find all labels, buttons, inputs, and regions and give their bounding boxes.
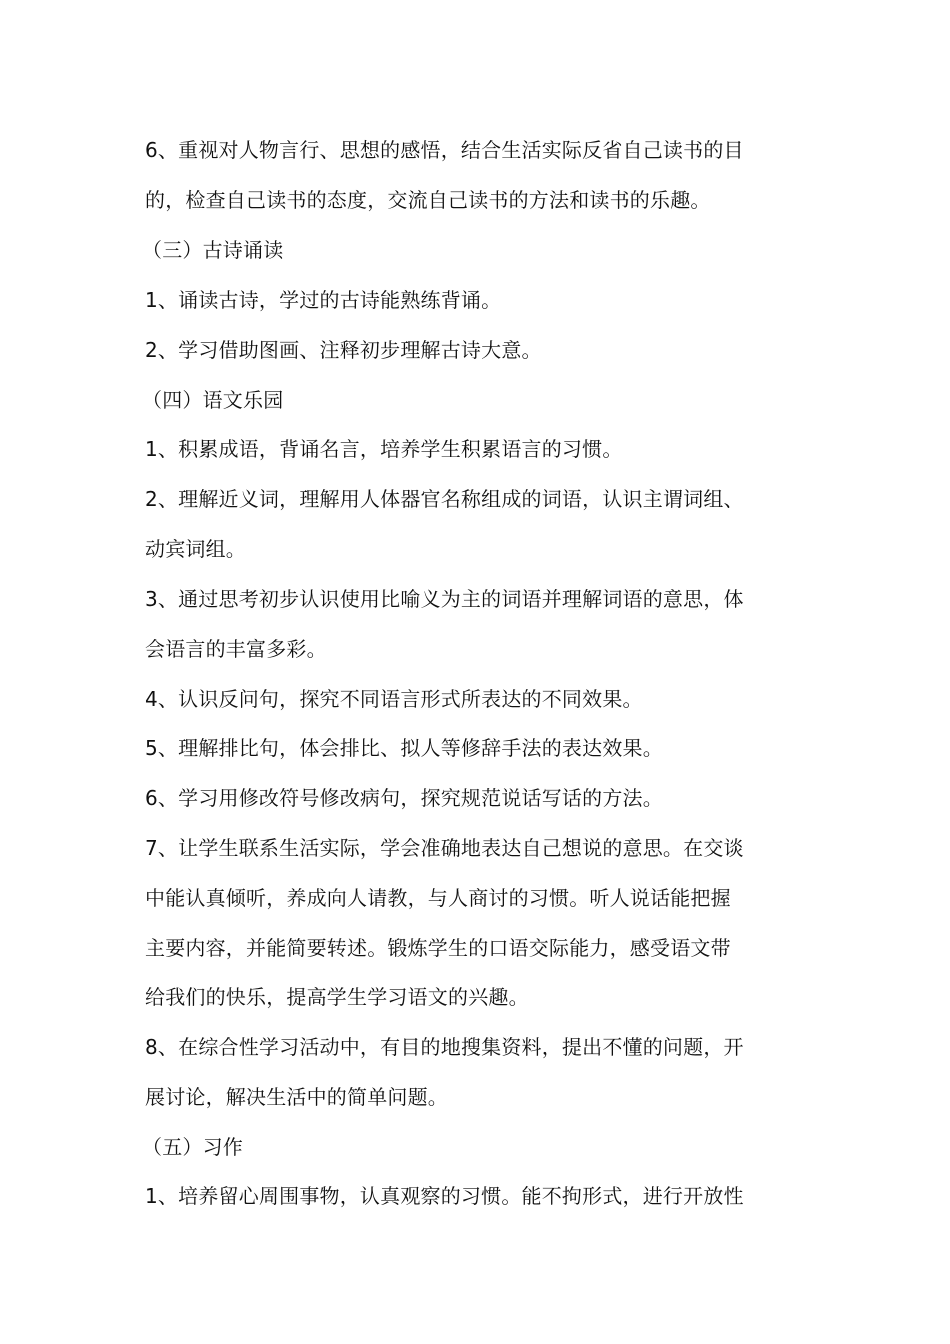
section-heading: （五）习作 xyxy=(142,1135,243,1159)
text-line: 6、学习用修改符号修改病句，探究规范说话写话的方法。 xyxy=(145,786,663,810)
text-line: 会语言的丰富多彩。 xyxy=(145,637,327,661)
text-line: 2、理解近义词，理解用人体器官名称组成的词语，认识主谓词组、 xyxy=(145,487,744,511)
text-line: 展讨论，解决生活中的简单问题。 xyxy=(145,1085,448,1109)
text-line: 2、学习借助图画、注释初步理解古诗大意。 xyxy=(145,338,542,362)
text-line: 中能认真倾听，养成向人请教，与人商讨的习惯。听人说话能把握 xyxy=(145,886,731,910)
text-line: 主要内容，并能简要转述。锻炼学生的口语交际能力，感受语文带 xyxy=(145,936,731,960)
text-line: 1、积累成语，背诵名言，培养学生积累语言的习惯。 xyxy=(145,437,623,461)
text-line: 7、让学生联系生活实际，学会准确地表达自己想说的意思。在交谈 xyxy=(145,836,744,860)
text-line: 1、诵读古诗，学过的古诗能熟练背诵。 xyxy=(145,288,502,312)
text-line: 3、通过思考初步认识使用比喻义为主的词语并理解词语的意思，体 xyxy=(145,587,744,611)
section-heading: （三）古诗诵读 xyxy=(142,238,284,262)
text-line: 的，检查自己读书的态度，交流自己读书的方法和读书的乐趣。 xyxy=(145,188,711,212)
text-line: 6、重视对人物言行、思想的感悟，结合生活实际反省自己读书的目 xyxy=(145,138,744,162)
text-line: 4、认识反问句，探究不同语言形式所表达的不同效果。 xyxy=(145,687,643,711)
text-line: 动宾词组。 xyxy=(145,537,246,561)
text-line: 5、理解排比句，体会排比、拟人等修辞手法的表达效果。 xyxy=(145,736,663,760)
section-heading: （四）语文乐园 xyxy=(142,388,284,412)
text-line: 8、在综合性学习活动中，有目的地搜集资料，提出不懂的问题，开 xyxy=(145,1035,744,1059)
text-line: 给我们的快乐，提高学生学习语文的兴趣。 xyxy=(145,985,529,1009)
text-line: 1、培养留心周围事物，认真观察的习惯。能不拘形式，进行开放性 xyxy=(145,1184,744,1208)
